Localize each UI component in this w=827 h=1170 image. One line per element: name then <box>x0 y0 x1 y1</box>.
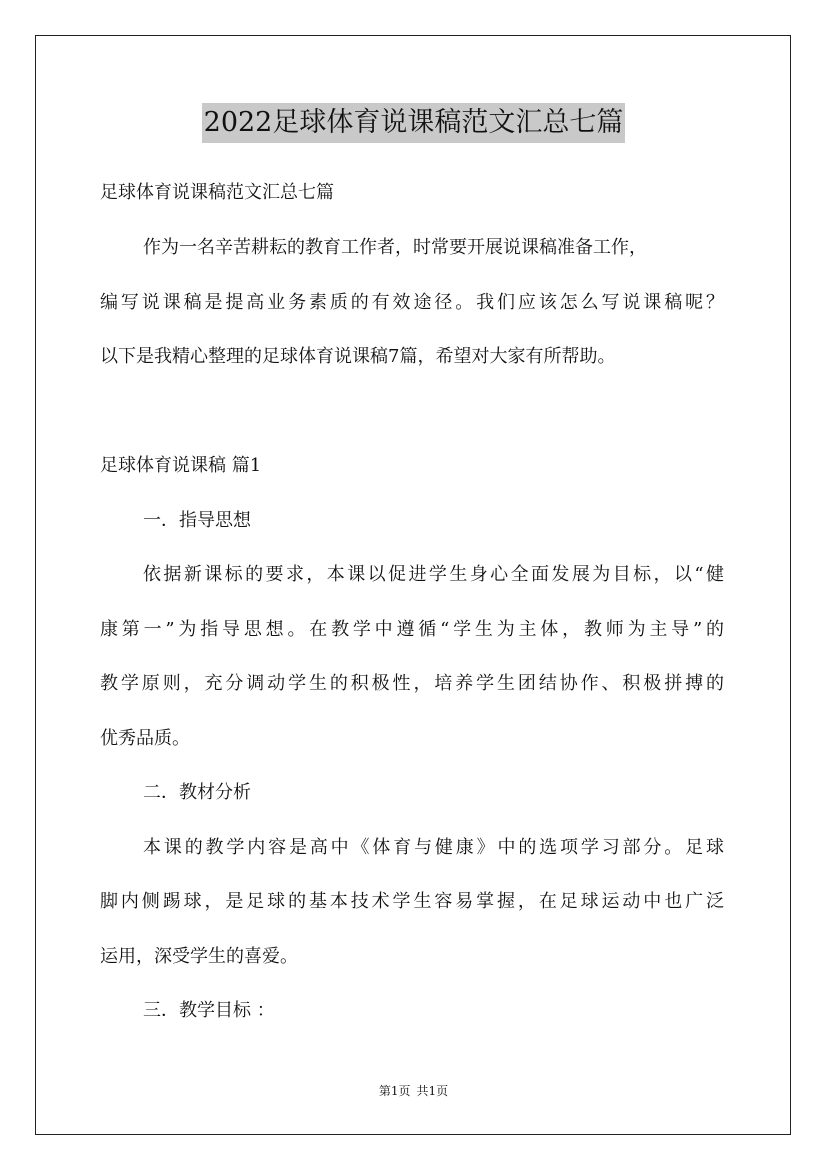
intro-line-2: 编写说课稿是提高业务素质的有效途径。我们应该怎么写说课稿呢？ <box>100 292 724 313</box>
para-1-line-2: 康第一”为指导思想。在教学中遵循“学生为主体，教师为主导”的 <box>100 619 724 640</box>
para-1-line-4: 优秀品质。 <box>100 728 190 749</box>
page-number: 第1页 <box>378 1084 411 1098</box>
para-1-line-3: 教学原则，充分调动学生的积极性，培养学生团结协作、积极拼搏的 <box>100 673 724 694</box>
page-footer <box>0 1083 827 1099</box>
para-2-line-3: 运用，深受学生的喜爱。 <box>100 946 298 967</box>
para-2-line-1: 本课的教学内容是高中《体育与健康》中的选项学习部分。足球 <box>143 837 724 858</box>
document-subtitle: 足球体育说课稿范文汇总七篇 <box>100 182 334 203</box>
para-2-line-2: 脚内侧踢球，是足球的基本技术学生容易掌握，在足球运动中也广泛 <box>100 891 724 912</box>
heading-teaching-goals: 三．教学目标 ： <box>143 1000 275 1021</box>
para-1-line-1: 依据新课标的要求，本课以促进学生身心全面发展为目标，以“健 <box>143 564 724 585</box>
document-title: 2022足球体育说课稿范文汇总七篇 <box>202 103 626 143</box>
heading-guiding-ideology: 一．指导思想 <box>143 510 251 531</box>
heading-material-analysis: 二．教材分析 <box>143 782 251 803</box>
intro-line-3: 以下是我精心整理的足球体育说课稿7篇，希望对大家有所帮助。 <box>100 346 616 367</box>
intro-line-1: 作为一名辛苦耕耘的教育工作者，时常要开展说课稿准备工作， <box>143 237 647 258</box>
title-container <box>0 103 827 143</box>
section-heading: 足球体育说课稿 篇1 <box>100 455 262 476</box>
page-total: 共1页 <box>416 1084 449 1098</box>
